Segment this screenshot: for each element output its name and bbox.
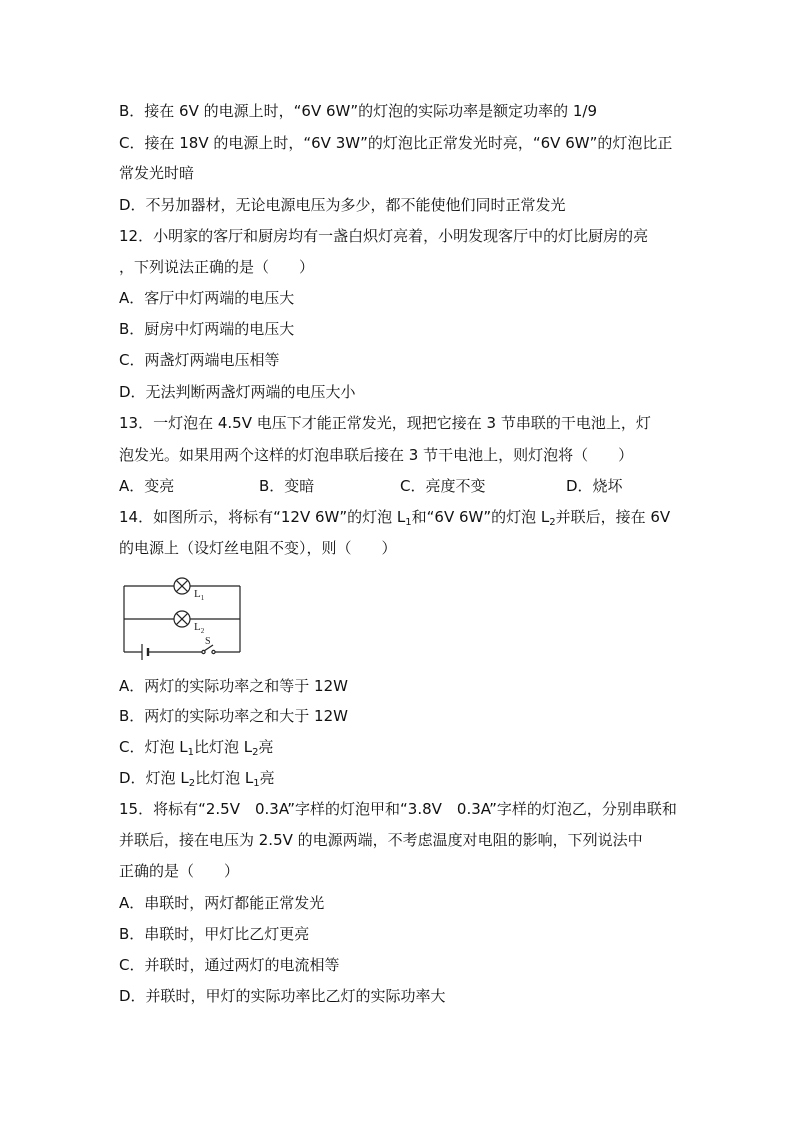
q13-option-a: A．变亮 [119, 477, 175, 495]
q14-option-d-text-2: 比灯泡 L [195, 769, 254, 787]
q14-option-c-text-3: 亮 [258, 738, 274, 756]
q12-option-b: B．厨房中灯两端的电压大 [119, 320, 295, 338]
q14-option-d-sub-2: 1 [253, 778, 260, 789]
q11-option-c-line2: 常发光时暗 [119, 164, 195, 182]
q14-stem-sub-2: 2 [549, 517, 556, 528]
q13-option-b: B．变暗 [259, 477, 315, 495]
q14-option-c [119, 737, 274, 757]
q14-option-d-text-1: D．灯泡 L [119, 769, 189, 787]
circuit-diagram [118, 570, 246, 666]
q11-option-c-line1: C．接在 18V 的电源上时，“6V 3W”的灯泡比正常发光时亮，“6V 6W”的灯泡比正 [119, 134, 673, 152]
q13-option-d: D．烧坏 [566, 477, 623, 495]
q13-stem-line2: 泡发光。如果用两个这样的灯泡串联后接在 3 节干电池上，则灯泡将（ ） [119, 446, 634, 464]
q14-option-c-text-2: 比灯泡 L [193, 738, 253, 756]
q15-stem-line2: 并联后，接在电压为 2.5V 的电源两端，不考虑温度对电阻的影响，下列说法中 [119, 831, 643, 849]
q13-stem-line1: 13．一灯泡在 4.5V 电压下才能正常发光，现把它接在 3 节串联的干电池上，灯 [119, 414, 651, 432]
switch-label: S [205, 636, 211, 647]
q12-option-d: D．无法判断两盏灯两端的电压大小 [119, 383, 356, 401]
q14-stem-sub-1: 1 [405, 517, 412, 528]
lamp-l2-icon [174, 611, 190, 627]
q15-option-d: D．并联时，甲灯的实际功率比乙灯的实际功率大 [119, 987, 446, 1005]
q12-stem-line1: 12．小明家的客厅和厨房均有一盏白炽灯亮着，小明发现客厅中的灯比厨房的亮 [119, 227, 649, 245]
q15-option-b: B．串联时，甲灯比乙灯更亮 [119, 925, 310, 943]
q14-stem-line1 [119, 507, 670, 527]
q11-option-d: D．不另加器材，无论电源电压为多少，都不能使他们同时正常发光 [119, 196, 566, 214]
q12-option-c: C．两盏灯两端电压相等 [119, 351, 280, 369]
q14-option-b: B．两灯的实际功率之和大于 12W [119, 707, 348, 725]
q14-stem-text-2: 和“6V 6W”的灯泡 L [411, 508, 550, 526]
battery-icon [142, 644, 148, 660]
q13-option-c: C．亮度不变 [400, 477, 486, 495]
q12-stem-line2: ，下列说法正确的是（ ） [119, 258, 315, 276]
q14-option-c-text-1: C．灯泡 L [119, 738, 188, 756]
q14-option-d-sub-1: 2 [188, 778, 196, 789]
q15-option-a: A．串联时，两灯都能正常发光 [119, 894, 325, 912]
q14-stem-text-3: 并联后，接在 6V [555, 508, 671, 526]
q14-option-d-text-3: 亮 [259, 769, 275, 787]
q12-option-a: A．客厅中灯两端的电压大 [119, 289, 295, 307]
lamp-l1-icon [174, 578, 190, 594]
q15-option-c: C．并联时，通过两灯的电流相等 [119, 956, 340, 974]
q14-option-c-sub-1: 1 [187, 747, 194, 758]
q14-option-d [119, 768, 275, 788]
q14-stem-line2: 的电源上（设灯丝电阻不变），则（ ） [119, 539, 397, 557]
q11-option-b: B．接在 6V 的电源上时，“6V 6W”的灯泡的实际功率是额定功率的 1/9 [119, 102, 598, 120]
q14-option-a: A．两灯的实际功率之和等于 12W [119, 677, 348, 695]
q14-option-c-sub-2: 2 [252, 747, 259, 758]
lamp-l1-label: $L_1$ [194, 588, 205, 602]
q14-stem-text-1: 14．如图所示，将标有“12V 6W”的灯泡 L [119, 508, 406, 526]
q15-stem-line3: 正确的是（ ） [119, 862, 240, 880]
q15-stem-line1: 15．将标有“2.5V 0.3A”字样的灯泡甲和“3.8V 0.3A”字样的灯泡乙，分别串联和 [119, 800, 677, 818]
lamp-l2-label: $L_2$ [194, 621, 205, 635]
